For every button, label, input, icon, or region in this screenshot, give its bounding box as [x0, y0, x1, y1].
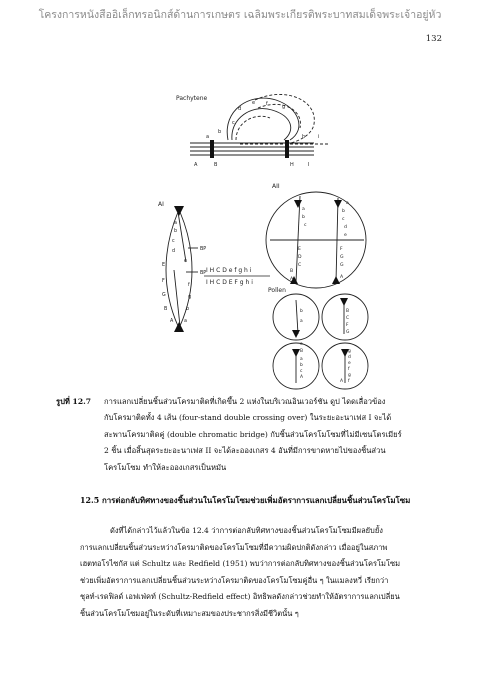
ai-label: AI [158, 201, 164, 208]
svg-text:H: H [290, 162, 294, 168]
svg-text:B: B [346, 309, 350, 314]
svg-text:C: C [346, 316, 350, 321]
svg-text:A: A [290, 277, 294, 282]
svg-text:B: B [164, 307, 168, 312]
svg-text:A: A [340, 379, 344, 384]
svg-text:G: G [340, 255, 344, 260]
svg-text:C: C [298, 263, 302, 268]
svg-text:B: B [214, 162, 218, 168]
svg-text:b: b [342, 209, 345, 214]
svg-text:d: d [238, 106, 242, 112]
svg-text:a: a [300, 319, 303, 324]
svg-text:D: D [298, 255, 302, 260]
svg-text:b: b [302, 215, 305, 220]
svg-text:c: c [232, 120, 235, 126]
svg-text:h: h [302, 134, 306, 140]
svg-text:e: e [300, 342, 303, 347]
ai-letters [162, 221, 206, 324]
bridge-row-2: I H C D E F g h i [206, 279, 253, 286]
svg-text:i: i [318, 134, 320, 140]
svg-text:e: e [344, 233, 347, 238]
svg-text:e: e [348, 361, 351, 366]
bridge-row-1: I H C D e f g h i [206, 267, 252, 274]
svg-text:e: e [252, 100, 256, 106]
caption-line: การแลกเปลี่ยนชิ้นส่วนโครมาติดที่เกิดขึ้น 2 แห่งในบริเวณอินเวอร์ชัน ดูป ไดดเลื่อวข้อง [104, 397, 386, 406]
body-line: เฮตทอโรไซกัส แต่ Schultz และ Redfield (1951) พบว่าการต่อกลับทิศทางของชิ้นส่วนโครโมโซม [80, 559, 401, 569]
svg-text:b: b [186, 307, 190, 312]
svg-text:B: B [290, 269, 294, 274]
caption-line: สะพานโครมาติดคู่ (double chromatic bridge) กับชิ้นส่วนโครโมโซมที่ไม่มีเซนโตรเมียร์ [104, 429, 402, 439]
svg-text:G: G [340, 263, 344, 268]
svg-text:F: F [346, 323, 349, 328]
svg-text:c: c [172, 239, 175, 244]
page-number: 132 [425, 34, 442, 44]
svg-text:E: E [162, 263, 166, 268]
svg-text:b: b [218, 129, 222, 135]
section-heading: 12.5 การต่อกลับทิศทางของชิ้นส่วนในโครโมโซมช่วยเพิ่มอัตราการแลกเปลี่ยนชิ้นส่วนโครโมโซม [80, 496, 411, 505]
body-line: การแลกเปลี่ยนชิ้นส่วนระหว่างโครมาติดของโครโมโซมที่มีความผิดปกติดังกล่าว เมื่ออยู่ในสภาพ [80, 542, 388, 552]
svg-text:g: g [348, 349, 351, 354]
svg-text:a: a [206, 134, 210, 140]
bp-label-upper: BP [200, 247, 207, 252]
svg-text:A: A [194, 162, 198, 168]
svg-text:B: B [300, 349, 304, 354]
double-bridge [204, 267, 270, 286]
svg-text:b: b [300, 363, 303, 368]
svg-text:F: F [162, 279, 165, 284]
svg-text:g: g [348, 373, 351, 378]
caption-line: กับโครมาติดทั้ง 4 เส้น (four-stand double crossing over) ในระยะอะนาเฟส I จะได้ [104, 413, 392, 423]
svg-text:a: a [174, 221, 177, 226]
svg-text:E: E [298, 247, 301, 252]
body-line: ชิ้นส่วนโครโมโซมอยู่ในระดับที่เหมาะสมของประชากรสิ่งมีชีวิตนั้น ๆ [80, 608, 299, 618]
svg-text:d: d [172, 249, 176, 254]
caption-label: รูปที่ 12.7 [56, 397, 92, 406]
svg-text:G: G [162, 293, 166, 298]
anaphase-ii-diagram [266, 183, 366, 288]
svg-text:F: F [340, 247, 343, 252]
bp-label-lower: BP [200, 271, 207, 276]
body-line: ดังที่ได้กล่าวไว้แล้วในข้อ 12.4 ว่าการต่อกลับทิศทางของชิ้นส่วนโครโมโซมมีผลยับยั้ง [110, 526, 383, 535]
svg-text:c: c [304, 223, 307, 228]
project-header: โครงการหนังสืออิเล็กทรอนิกส์ด้านการเกษตร เฉลิมพระเกียรติพระบาทสมเด็จพระเจ้าอยู่หัว [38, 9, 442, 21]
svg-text:a: a [300, 357, 303, 362]
svg-text:d: d [348, 355, 351, 360]
pollen-diagram [268, 287, 368, 389]
svg-text:g: g [282, 104, 286, 110]
svg-text:A: A [340, 275, 344, 280]
svg-text:b: b [300, 309, 303, 314]
pollen-label: Pollen [268, 287, 286, 294]
figure-caption [56, 394, 444, 476]
svg-text:c: c [300, 369, 303, 374]
svg-text:G: G [346, 330, 350, 335]
svg-text:g: g [188, 295, 192, 300]
caption-line: 2 ชิ้น เมื่อสิ้นสุดระยะอะนาเฟส II จะได้ละอองเกสร 4 อันที่มีการขาดหายไปของชิ้นส่วน [104, 446, 386, 456]
body-line: ช่วยเพิ่มอัตราการแลกเปลี่ยนชิ้นส่วนระหว่างโครมาติดของโครโมโซมคู่อื่น ๆ ในแมลงหวี่ เรียกว่า [80, 575, 389, 585]
svg-text:d: d [344, 225, 347, 230]
svg-text:f: f [266, 101, 268, 107]
pachytene-label: Pachytene [176, 95, 208, 102]
body-paragraph [80, 523, 450, 623]
svg-text:f: f [188, 283, 190, 288]
body-line: ชุลท์-เรดฟิลด์ เอฟเฟ่คท์ (Schultz-Redfield effect) อิทธิพลดังกล่าวช่วยทำให้อัตราการแลกเปลี่ยน [80, 592, 400, 602]
svg-text:I: I [308, 162, 310, 168]
caption-line: โครโมโซม ทำให้ละอองเกสรเป็นหมัน [104, 462, 227, 472]
svg-text:e: e [184, 259, 187, 264]
svg-text:A: A [170, 319, 174, 324]
svg-text:a: a [346, 201, 349, 206]
svg-text:f: f [348, 379, 350, 384]
svg-text:a: a [184, 319, 187, 324]
svg-text:f: f [348, 367, 350, 372]
svg-text:a: a [302, 207, 305, 212]
svg-text:b: b [174, 229, 178, 234]
aii-label: AII [272, 183, 280, 190]
svg-text:A: A [300, 375, 304, 380]
svg-text:c: c [342, 217, 345, 222]
